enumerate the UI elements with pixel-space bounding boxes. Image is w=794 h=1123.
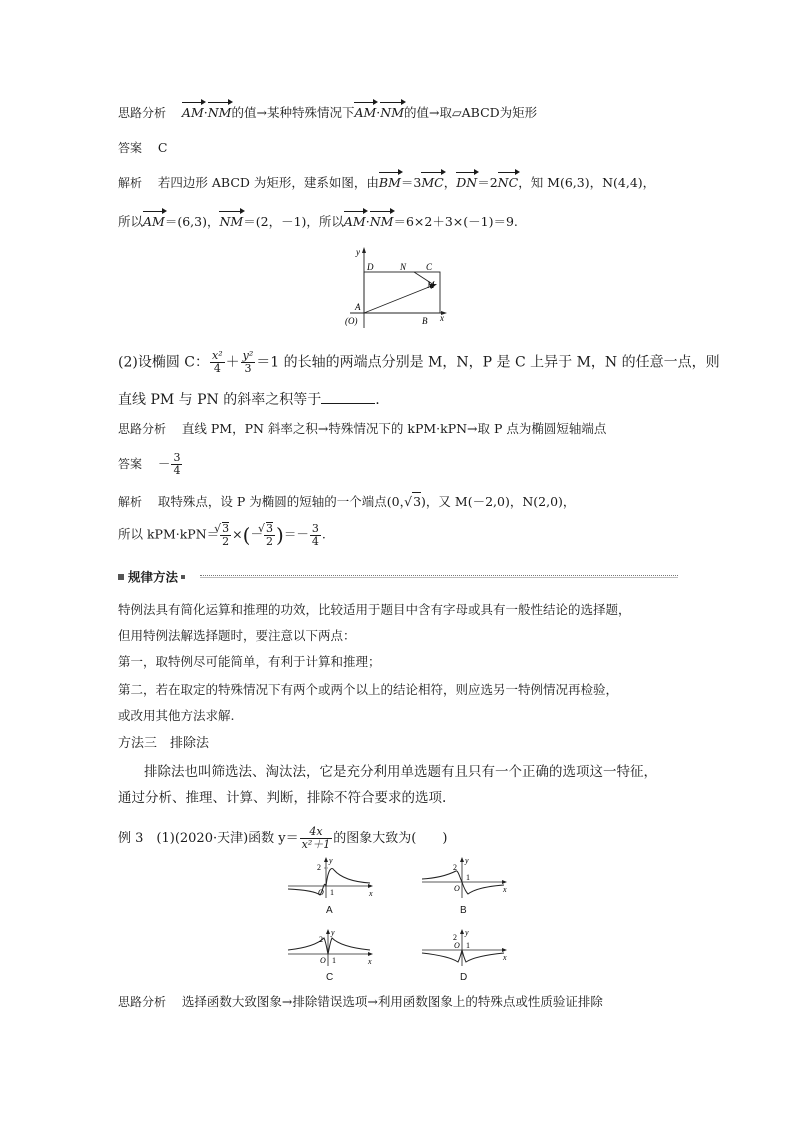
tick-label-2: 2 [453, 863, 457, 872]
numerator: y² [242, 349, 254, 362]
stem-text: 的图象大致为( ) [333, 831, 448, 846]
denominator: 3 [244, 362, 252, 375]
solution-text: ，知 M(6,3)，N(4,4)， [518, 175, 656, 190]
tick-label-2: 2 [319, 935, 323, 944]
method3-heading: 方法三 排除法 [118, 736, 210, 751]
x-axis-arrow [502, 948, 507, 952]
stem-text: ＝1 的长轴的两端点分别是 M，N，P 是 C 上异于 M，N 的任意一点，则 [256, 354, 720, 371]
times: × [232, 526, 243, 542]
tick-label-1: 1 [332, 956, 336, 965]
label-a: A [355, 302, 361, 312]
curve [422, 950, 504, 962]
method-p5: 或改用其他方法求解. [118, 708, 235, 723]
vector-nm: NM [219, 214, 244, 229]
y-label: y [329, 856, 333, 865]
label-c: C [426, 262, 433, 272]
graph-option-d [420, 928, 510, 968]
graph-option-b [420, 856, 510, 900]
equals: ＝－ [283, 526, 309, 542]
y-axis-arrow [324, 857, 328, 862]
fraction-x2-4 [210, 350, 225, 375]
answer-label: 答案 [118, 457, 143, 471]
origin-label: O [454, 884, 460, 893]
stem-text: . [375, 392, 380, 408]
method-p1: 特例法具有简化运算和推理的功效，比较适用于题目中含有字母或具有一般性结论的选择题， [118, 602, 631, 617]
rectangle-abcd [364, 272, 440, 313]
vector-am: AM [343, 214, 366, 229]
fraction-sqrt3-2 [264, 522, 275, 548]
x-axis-arrow [368, 952, 373, 956]
analysis-label: 思路分析 [118, 422, 167, 436]
fraction-y2-3 [241, 350, 256, 375]
x-label: x [503, 953, 507, 962]
fraction-4x [300, 826, 333, 851]
numerator: 3 [311, 521, 319, 535]
y-label: y [331, 928, 335, 937]
answer-value: C [157, 140, 168, 155]
tick-label-1: 1 [466, 941, 470, 950]
section-rule [200, 577, 678, 578]
x-label: x [503, 885, 507, 894]
numerator: x² [212, 349, 223, 362]
curve [288, 869, 370, 895]
label-o: (O) [345, 316, 358, 326]
y-label: y [465, 928, 469, 937]
vector-nm: NM [380, 105, 405, 120]
vector-nc: NC [497, 175, 519, 190]
dot: · [203, 105, 208, 120]
q2-solution-line [118, 492, 575, 511]
x-axis-arrow [368, 884, 373, 888]
denominator: 2 [222, 535, 230, 548]
denominator: 4 [213, 362, 221, 375]
analysis-text: 的值→取▱ABCD为矩形 [404, 105, 538, 120]
q2-stem-line [118, 350, 720, 375]
dot: · [365, 214, 370, 229]
label-d: D [367, 262, 374, 272]
label-n: N [400, 262, 407, 272]
option-b-label[interactable]: B [460, 905, 467, 916]
analysis-label: 思路分析 [118, 995, 167, 1009]
answer-label: 答案 [118, 141, 143, 155]
curve [288, 938, 370, 954]
y-axis-arrow [362, 247, 366, 253]
graph-option-c [286, 928, 376, 968]
label-y: y [356, 247, 360, 257]
method3-p2: 通过分析、推理、计算、判断，排除不符合要求的选项. [118, 790, 447, 806]
denominator: 2 [265, 535, 273, 548]
analysis-label: 思路分析 [118, 106, 167, 120]
vector-nm: NM [369, 214, 394, 229]
solution-text: 所以 [118, 214, 144, 229]
tick-label-1: 1 [466, 873, 470, 882]
analysis-text: 的值→某种特殊情况下 [231, 105, 355, 120]
y-axis-arrow [460, 929, 464, 934]
method3-p1: 排除法也叫筛选法、淘汰法，它是充分利用单选题有且只有一个正确的选项这一特征， [144, 764, 657, 780]
segment-am [364, 285, 434, 313]
q1-analysis-line [118, 104, 537, 122]
label-m: M [427, 280, 435, 290]
denominator: 4 [311, 534, 319, 548]
q2-solution-line-2: 所以 kPM·kPN＝ √ $\frac{3}{2}$ ×(－ √ $\frac{3}{2}$ )＝－ $\frac{3}{4}$ . [118, 522, 326, 548]
separator: ， [443, 175, 457, 190]
example3-analysis-line [118, 993, 603, 1011]
solution-text: 所以 kPM·kPN＝ [118, 526, 220, 542]
solution-label: 解析 [118, 176, 143, 190]
period: . [321, 526, 326, 542]
graph-option-a [286, 856, 376, 900]
tick-label-2: 2 [317, 863, 321, 872]
vector-am: AM [181, 105, 204, 120]
sqrt-3: √ 3 [412, 492, 421, 511]
sqrt-3: √ 3 [222, 522, 229, 535]
section-title: 规律方法 [128, 569, 179, 585]
q1-answer-line [118, 139, 168, 157]
fraction-3-4 [310, 523, 321, 548]
vector-nm: NM [207, 105, 232, 120]
tick-label-1: 1 [330, 888, 334, 897]
origin-label: O [454, 941, 460, 950]
q1-solution-line-2 [118, 213, 518, 231]
option-d-label[interactable]: D [460, 972, 468, 983]
option-a-label[interactable]: A [326, 905, 333, 916]
vector-dn: DN [456, 175, 478, 190]
x-label: x [369, 889, 373, 898]
dot: · [376, 105, 381, 120]
x-axis-arrow [502, 880, 507, 884]
method-p3: 第一，取特例尽可能简单，有利于计算和推理； [118, 654, 381, 669]
vector-bm: BM [378, 175, 401, 190]
numerator: 3 [173, 451, 181, 464]
curve [422, 871, 504, 894]
equals: ＝3 [400, 175, 422, 190]
denominator: x²＋1 [301, 838, 331, 851]
tick-label-2: 2 [453, 933, 457, 942]
y-axis-arrow [460, 857, 464, 862]
stem-text: (2)设椭圆 C： [118, 354, 209, 371]
square-bullet-icon [181, 575, 185, 579]
denominator: 4 [173, 464, 181, 477]
analysis-text: 直线 PM，PN 斜率之积→特殊情况下的 kPM·kPN→取 P 点为椭圆短轴端点 [181, 421, 607, 436]
equals: ＝2 [477, 175, 498, 190]
answer-blank[interactable] [321, 391, 375, 404]
square-bullet-icon [118, 574, 124, 580]
fraction-3-4 [171, 452, 182, 477]
example3-stem [118, 826, 447, 851]
solution-text: 取特殊点，设 P 为椭圆的短轴的一个端点(0， [157, 494, 413, 509]
method-p4: 第二，若在取定的特殊情况下有两个或两个以上的结论相符，则应选另一特例情况再检验， [118, 682, 619, 697]
label-b: B [422, 316, 428, 326]
origin-label: O [320, 956, 326, 965]
vector-mc: MC [421, 175, 444, 190]
origin-label: O [318, 888, 324, 897]
numerator: 4x [300, 826, 333, 839]
method-p2: 但用特例法解选择题时，要注意以下两点： [118, 628, 356, 643]
solution-text: )，又 M(－2,0)，N(2,0)， [421, 494, 576, 509]
y-label: y [465, 856, 469, 865]
solution-text: ＝(2，－1)，所以 [243, 214, 344, 229]
analysis-text: 选择函数大致图象→排除错误选项→利用函数图象上的特殊点或性质验证排除 [181, 994, 603, 1009]
plus: ＋ [225, 354, 240, 371]
fraction-sqrt3-2 [220, 522, 231, 548]
section-rule [200, 575, 678, 576]
q2-stem-line-2 [118, 391, 380, 409]
vector-am: AM [354, 105, 377, 120]
sqrt-3: √ 3 [266, 522, 273, 535]
x-label: x [368, 957, 372, 966]
stem-text: 例 3 (1)(2020·天津)函数 y＝ [118, 831, 299, 846]
stem-text: 直线 PM 与 PN 的斜率之积等于 [118, 392, 322, 408]
minus-sign: － [157, 456, 171, 471]
q2-analysis-line [118, 420, 606, 438]
rectangle-figure [340, 244, 450, 330]
vector-am: AM [143, 214, 165, 229]
solution-text: ＝6×2＋3×(－1)＝9. [393, 214, 518, 229]
y-axis-arrow [326, 929, 330, 934]
section-header [118, 566, 678, 584]
solution-label: 解析 [118, 495, 143, 509]
label-x: x [440, 313, 444, 323]
solution-text: 若四边形 ABCD 为矩形，建系如图，由 [157, 175, 379, 190]
solution-text: ＝(6,3)， [164, 214, 220, 229]
q1-solution-line [118, 174, 655, 192]
q2-answer-line [118, 452, 183, 477]
option-c-label[interactable]: C [326, 972, 334, 983]
